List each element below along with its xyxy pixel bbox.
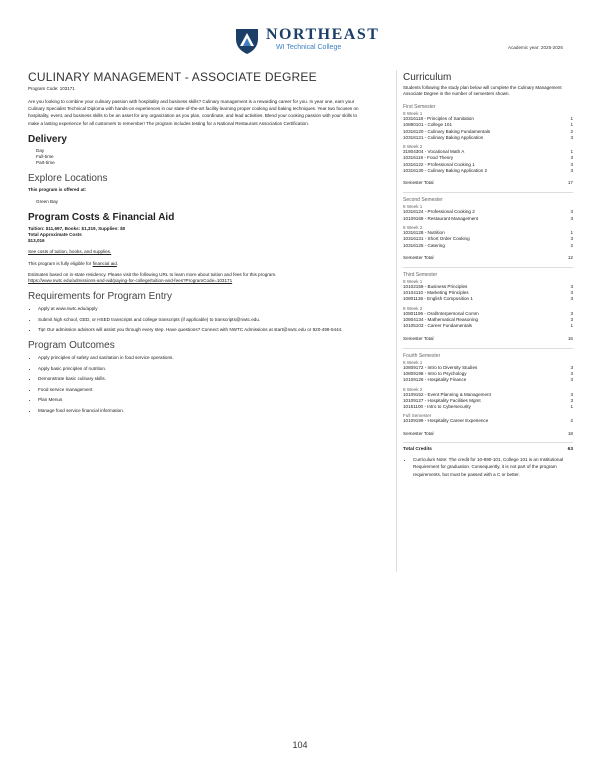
requirement-item: • Tip! Our admission advisors will assist you through every step. Have questions? Connect with NWTC Admissions at start@nwtc.edu or 920-498-5444. xyxy=(38,327,376,333)
course-row xyxy=(403,323,573,329)
course-credits: 2 xyxy=(570,418,573,424)
semester-total-label: Semester Total xyxy=(403,254,434,260)
semester-total-row xyxy=(403,431,573,436)
location-item: Green Bay xyxy=(36,198,58,204)
semester xyxy=(403,348,573,436)
course-credits: 3 xyxy=(570,370,573,376)
course-title: 10109199 - Hospitality Career Experience xyxy=(403,418,489,424)
course-title: 10809198 - Intro to Psychology xyxy=(403,370,467,376)
curriculum-heading: Curriculum xyxy=(403,72,452,83)
total-credits-row xyxy=(403,447,573,452)
course-title: 10151100 - Intro to Cybersecurity xyxy=(403,404,471,410)
costs-link[interactable]: See costs of tuition, books, and supplies. xyxy=(28,249,112,255)
delivery-heading: Delivery xyxy=(28,133,67,145)
logo-subtitle: WI Technical College xyxy=(276,44,342,51)
semester-total-row xyxy=(403,180,573,185)
page-title: CULINARY MANAGEMENT - ASSOCIATE DEGREE xyxy=(28,70,317,84)
course-title: 10801136 - English Composition 1 xyxy=(403,296,473,302)
tuition-url-link[interactable]: https://www.nwtc.edu/admissions-and-aid/paying-for-college/tuition-and-fees?ProgramCode=103171 xyxy=(28,278,233,284)
course-title: 10102159 - Business Principles xyxy=(403,283,468,289)
block-name: 8 Week 1 xyxy=(403,204,423,210)
course-title: 10316125 - Catering xyxy=(403,242,445,248)
outcome-item: • Manage food service financial information. xyxy=(38,408,376,414)
course-block xyxy=(403,279,573,303)
semester-list xyxy=(403,104,573,436)
semester-total-value: 18 xyxy=(567,430,573,436)
costs-total-label: Total Approximate Costs xyxy=(28,232,82,238)
estimate-note: Estimates based on in-state residency. Please visit the following URL to learn more about tuition and fees for this program. xyxy=(28,271,277,277)
semester-name: Second Semester xyxy=(403,197,443,204)
course-credits: 3 xyxy=(570,209,573,215)
locations-note: This program is offered at: xyxy=(28,187,87,193)
course-credits: 2 xyxy=(570,242,573,248)
course-credits: 3 xyxy=(570,391,573,397)
requirement-item: • Apply at www.nwtc.edu/apply xyxy=(38,306,376,312)
course-row xyxy=(403,168,573,174)
course-credits: 3 xyxy=(570,215,573,221)
course-credits: 3 xyxy=(570,397,573,403)
page-number: 104 xyxy=(292,740,308,750)
course-credits: 3 xyxy=(570,317,573,323)
course-credits: 3 xyxy=(570,134,573,140)
delivery-item: Part-time xyxy=(36,160,55,166)
semester xyxy=(403,267,573,341)
financial-aid-prefix: This program is fully eligible for xyxy=(28,260,93,266)
total-credits-value: 63 xyxy=(567,446,573,452)
course-row xyxy=(403,377,573,383)
course-row xyxy=(403,135,573,141)
course-block xyxy=(403,413,573,424)
program-details xyxy=(28,70,376,418)
course-title: 10316121 - Culinary Baking Application xyxy=(403,134,484,140)
outcome-item: • Demonstrate basic culinary skills. xyxy=(38,376,376,382)
curriculum-description: Students following the study plan below will complete the Culinary Management Associate Degree in the number of semesters shown. xyxy=(403,85,562,96)
semester-total-label: Semester Total xyxy=(403,335,434,341)
semester-total-label: Semester Total xyxy=(403,180,434,186)
semester-name: Fourth Semester xyxy=(403,352,441,359)
block-name: 8 Week 2 xyxy=(403,305,423,311)
semester-total-value: 17 xyxy=(567,180,573,186)
academic-year: Academic year: 2025-2026 xyxy=(508,45,563,50)
course-title: 10316128 - Nutrition xyxy=(403,229,445,235)
course-credits: 3 xyxy=(570,296,573,302)
financial-aid-suffix: . xyxy=(116,260,119,266)
course-credits: 1 xyxy=(570,116,573,121)
program-intro: Are you looking to combine your culinary passion with hospitality and business skills? Culinary management is a rewarding career for you. In year one, earn your Culinary Specialist Technical Diploma with hands-on experiences in our state-of-the-art facility learning proper cooking and baking techniques. Year two focuses on hospitality, event, and business skills to be an asset for any organization as you plan, coordinate, and lead activities. Blend your cooking passion with your skills to make a lasting experience for all customers to remember! The program includes testing for a National Restaurant Association Certification. xyxy=(28,99,359,126)
costs-heading: Program Costs & Financial Aid xyxy=(28,211,175,223)
college-logo xyxy=(232,25,380,55)
course-credits: 2 xyxy=(570,128,573,134)
column-divider xyxy=(396,70,397,572)
course-credits: 3 xyxy=(570,161,573,167)
total-credits-label: Total Credits xyxy=(403,446,432,452)
course-title: 10109127 - Hospitality Facilities Mgmt xyxy=(403,397,481,403)
semester xyxy=(403,192,573,259)
course-title: 10109152 - Event Planning & Management xyxy=(403,391,491,397)
block-name: 8 Week 2 xyxy=(403,386,423,392)
course-credits: 3 xyxy=(570,310,573,316)
course-title: 31804304 - Vocational Math A xyxy=(403,149,465,155)
semester-name: Third Semester xyxy=(403,271,438,278)
course-block xyxy=(403,306,573,330)
course-title: 10316130 - Culinary Baking Application 2 xyxy=(403,168,488,174)
course-title: 10109126 - Hospitality Finance xyxy=(403,377,467,383)
semester-total-value: 16 xyxy=(567,335,573,341)
requirement-item: • Submit high school, GED, or HSED transcripts and college transcripts (if applicable) to transcripts@nwtc.edu. xyxy=(38,317,376,323)
course-title: 10316119 - Food Theory xyxy=(403,155,454,161)
course-credits: 1 xyxy=(570,323,573,329)
delivery-item: Full-time xyxy=(36,154,54,160)
outcome-item: • Plan Menus xyxy=(38,397,376,403)
course-block xyxy=(403,204,573,222)
outcome-item: • Food service management xyxy=(38,387,376,393)
course-credits: 1 xyxy=(570,122,573,128)
requirements-heading: Requirements for Program Entry xyxy=(28,291,172,303)
course-block xyxy=(403,111,573,141)
block-name: 8 Week 2 xyxy=(403,224,423,230)
block-name: 8 Week 2 xyxy=(403,144,423,150)
semester-total-row xyxy=(403,255,573,260)
course-title: 10890101 - College 101 xyxy=(403,122,453,128)
divider xyxy=(403,192,573,193)
curriculum-panel xyxy=(403,72,573,479)
delivery-list xyxy=(28,148,376,167)
program-code: Program Code: 103171 xyxy=(28,86,75,91)
course-row xyxy=(403,243,573,249)
course-credits: 1 xyxy=(570,229,573,235)
course-title: 10109168 - Restaurant Management xyxy=(403,215,479,221)
course-block xyxy=(403,144,573,174)
outcome-item: • Apply principles of safety and sanitation in food service operations. xyxy=(38,355,376,361)
costs-breakdown: Tuition: $11,697, Books: $1,319, Supplies: $0 xyxy=(28,225,126,231)
course-credits: 3 xyxy=(570,283,573,289)
curriculum-note-list xyxy=(403,456,573,479)
course-block xyxy=(403,360,573,384)
course-credits: 1 xyxy=(570,404,573,410)
outcomes-list xyxy=(28,355,376,414)
course-credits: 3 xyxy=(570,155,573,161)
requirements-list xyxy=(28,306,376,333)
outcome-item: • Apply basic principles of nutrition. xyxy=(38,366,376,372)
semester xyxy=(403,104,573,185)
block-name: 8 Week 1 xyxy=(403,111,423,116)
outcomes-heading: Program Outcomes xyxy=(28,340,115,352)
course-row xyxy=(403,216,573,222)
divider xyxy=(403,442,573,443)
block-name: 8 Week 1 xyxy=(403,278,423,284)
logo-title: NORTHEAST xyxy=(266,26,380,43)
course-title: 10316122 - Professional Cooking 1 xyxy=(403,161,475,167)
course-row xyxy=(403,418,573,424)
course-credits: 3 xyxy=(570,364,573,370)
course-title: 10105103 - Career Fundamentals xyxy=(403,323,472,329)
delivery-item: Day xyxy=(36,147,45,153)
course-row xyxy=(403,296,573,302)
course-title: 10316124 - Professional Cooking 2 xyxy=(403,209,475,215)
financial-aid-link[interactable]: financial aid xyxy=(92,260,117,266)
page-header xyxy=(0,0,600,60)
course-credits: 3 xyxy=(570,236,573,242)
course-row xyxy=(403,404,573,410)
course-title: 10104110 - Marketing Principles xyxy=(403,290,469,296)
course-credits: 1 xyxy=(570,149,573,155)
semester-total-label: Semester Total xyxy=(403,430,434,436)
costs-total-value: $13,016 xyxy=(28,238,45,244)
shield-logo-icon xyxy=(232,25,262,55)
course-credits: 3 xyxy=(570,168,573,174)
course-block xyxy=(403,225,573,249)
divider xyxy=(403,348,573,349)
course-block xyxy=(403,387,573,411)
locations-heading: Explore Locations xyxy=(28,173,108,185)
course-title: 10316118 - Principles of Sanitation xyxy=(403,116,474,121)
course-credits: 3 xyxy=(570,377,573,383)
course-title: 10809172 - Intro to Diversity Studies xyxy=(403,364,478,370)
semester-total-value: 12 xyxy=(567,254,573,260)
course-title: 10801196 - Oral/Interpersonal Comm xyxy=(403,310,479,316)
semester-total-row xyxy=(403,336,573,341)
curriculum-note: • Curriculum Note: The credit for 10-890-101, College 101 is an Institutional Requirement for graduation. Consequently, it is not part of the program requirements, but must be passed with a C or better. xyxy=(413,456,573,479)
financial-aid-note xyxy=(28,261,376,267)
divider xyxy=(403,267,573,268)
course-title: 10316120 - Culinary Baking Fundamentals xyxy=(403,128,491,134)
course-credits: 3 xyxy=(570,290,573,296)
course-title: 10316131 - Short Order Cooking xyxy=(403,236,470,242)
semester-name: First Semester xyxy=(403,104,436,110)
block-name: Full Semester xyxy=(403,413,432,419)
course-title: 10804134 - Mathematical Reasoning xyxy=(403,317,479,323)
block-name: 8 Week 1 xyxy=(403,359,423,365)
